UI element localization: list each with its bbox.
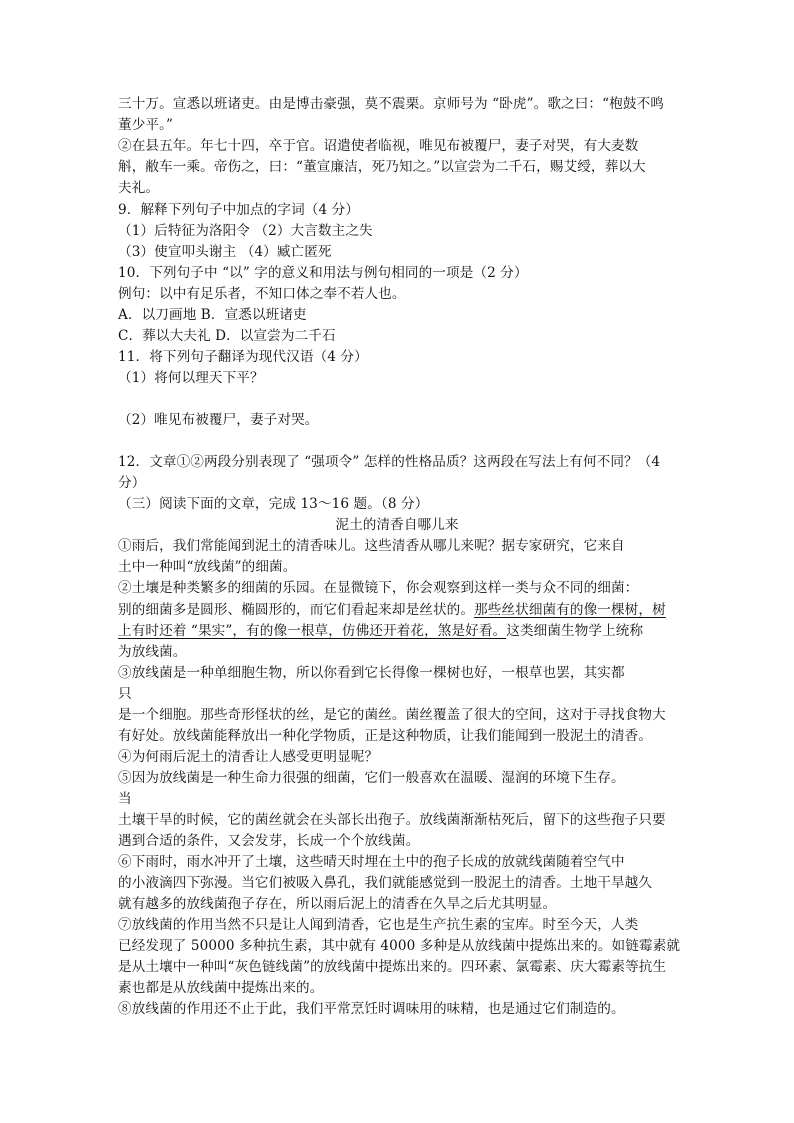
text-line	[118, 600, 666, 621]
text-line: 土壤干旱的时候，它的菌丝就会在头部长出孢子。放线菌渐渐枯死后，留下的这些孢子只要	[118, 812, 666, 828]
options-ab: A．以刀画地 B．宣悉以班诸吏	[118, 307, 307, 323]
text-line: 董少平。”	[118, 117, 174, 133]
underlined-text: 上有时还着 “果实”，有的像一根草，仿佛还开着花，煞是好看。	[118, 623, 507, 639]
text-line: 为放线菌。	[118, 644, 187, 660]
example-sentence: 例句：以中有足乐者，不知口体之奉不若人也。	[118, 286, 406, 302]
question-11-item-1: （1）将何以理天下平？	[118, 370, 264, 386]
paragraph-4: ④为何雨后泥土的清香让人感受更明显呢？	[118, 749, 379, 765]
paragraph-8: ⑧放线菌的作用还不止于此，我们平常烹饪时调味用的味精，也是通过它们制造的。	[118, 1001, 625, 1017]
text-line: 素也都是从放线菌中提炼出来的。	[118, 980, 324, 996]
question-12: 12．文章①②两段分别表现了 “强项令” 怎样的性格品质？这两段在写法上有何不同？（4	[118, 454, 661, 470]
paragraph-2: ②土壤是种类繁多的细菌的乐园。在显微镜下，你会观察到这样一类与众不同的细菌：	[118, 580, 639, 596]
text-line: 的小液滴四下弥漫。当它们被吸入鼻孔，我们就能感觉到一股泥土的清香。土地干旱越久	[118, 875, 653, 891]
paragraph-7: ⑦放线菌的作用当然不只是让人闻到清香，它也是生产抗生素的宝库。时至今天，人类	[118, 917, 639, 933]
text-line	[118, 621, 643, 642]
text-line: 土中一种叫“放线菌”的细菌。	[118, 559, 297, 575]
text-line: 是一个细胞。那些奇形怪状的丝，是它的菌丝。菌丝覆盖了很大的空间，这对于寻找食物大	[118, 707, 666, 723]
text-line: 就有越多的放线菌孢子存在，所以雨后泥上的清香在久旱之后尤其明显。	[118, 896, 557, 912]
text-line: 是从土壤中一种叫“灰色链线菌”的放线菌中提炼出来的。四环素、氯霉素、庆大霉素等抗生	[118, 959, 667, 975]
question-10: 10．下列句子中 “以” 字的意义和用法与例句相同的一项是（2 分）	[118, 265, 528, 281]
text-segment: 别的细菌多是圆形、椭圆形的，而它们看起来却是丝状的。	[118, 602, 475, 618]
section-3-heading: （三）阅读下面的文章，完成 13～16 题。（8 分）	[118, 496, 429, 512]
question-9-items: （1）后特征为洛阳令 （2）大言数主之失	[118, 223, 373, 239]
options-cd: C．葬以大夫礼 D．以宣尝为二千石	[118, 328, 336, 344]
question-9: 9．解释下列句子中加点的字词（4 分）	[118, 202, 360, 218]
question-9-items: （3）使宣叩头谢主 （4）臧亡匿死	[118, 244, 332, 260]
text-line: ②在县五年。年七十四，卒于官。诏遣使者临视，唯见布被覆尸，妻子对哭，有大麦数	[118, 138, 639, 154]
text-line: 斛，敝车一乘。帝伤之，曰：“董宣廉洁，死乃知之。”以宣尝为二千石，赐艾绶，葬以大	[118, 159, 646, 175]
text-line: 当	[118, 791, 132, 807]
paragraph-3: ③放线菌是一种单细胞生物，所以你看到它长得像一棵树也好，一根草也罢，其实都	[118, 665, 625, 681]
text-line: 只	[118, 686, 132, 702]
question-11: 11．将下列句子翻译为现代汉语（4 分）	[118, 349, 368, 365]
article-title: 泥土的清香自哪儿来	[335, 517, 459, 533]
text-line: 三十万。宣悉以班诸吏。由是博击豪强，莫不震栗。京师号为 “卧虎”。歌之曰：“枹鼓不鸣	[118, 96, 664, 112]
paragraph-1: ①雨后，我们常能闻到泥土的清香味儿。这些清香从哪儿来呢？据专家研究，它来自	[118, 538, 625, 554]
paragraph-5: ⑤因为放线菌是一种生命力很强的细菌，它们一般喜欢在温暖、湿润的环境下生存。	[118, 770, 625, 786]
text-line: 遇到合适的条件，又会发芽，长成一个个放线菌。	[118, 833, 420, 849]
question-11-item-2: （2）唯见布被覆尸，妻子对哭。	[118, 412, 319, 428]
text-line: 分）	[118, 475, 146, 491]
underlined-text: 那些丝状细菌有的像一棵树，树	[474, 602, 666, 618]
text-line: 夫礼。	[118, 180, 160, 196]
paragraph-6: ⑥下雨时，雨水冲开了土壤，这些晴天时埋在土中的孢子长成的放就线菌随着空气中	[118, 854, 625, 870]
text-line: 已经发现了 50000 多种抗生素，其中就有 4000 多种是从放线菌中提炼出来的。如链霉素就	[118, 938, 681, 954]
text-line: 有好处。放线菌能释放出一种化学物质，正是这种物质，让我们能闻到一股泥土的清香。	[118, 728, 653, 744]
text-segment: 这类细菌生物学上统称	[506, 623, 644, 639]
